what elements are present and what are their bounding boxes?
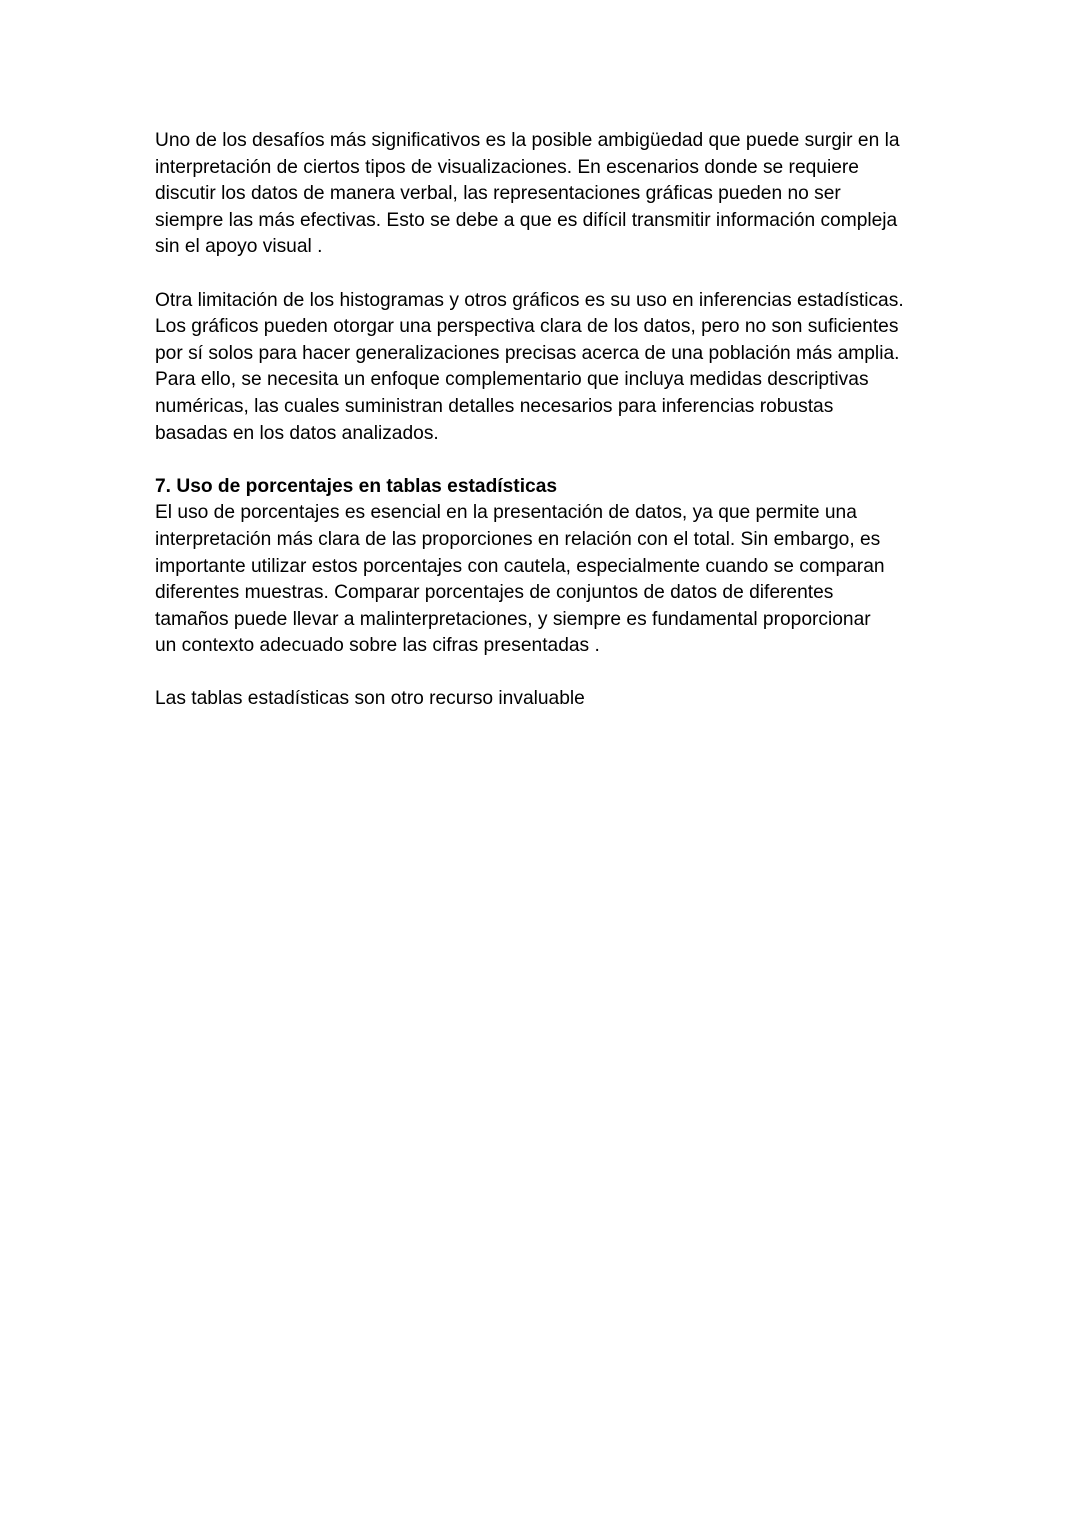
paragraph-line: interpretación más clara de las proporciones en relación con el total. Sin embargo, es [155, 528, 881, 550]
paragraph-percentages [155, 500, 935, 660]
paragraph-line: por sí solos para hacer generalizaciones precisas acerca de una población más amplia. [155, 342, 900, 364]
paragraph-line: Los gráficos pueden otorgar una perspectiva clara de los datos, pero no son suficientes [155, 316, 899, 338]
section-heading: 7. Uso de porcentajes en tablas estadísticas [155, 475, 558, 497]
paragraph-line: importante utilizar estos porcentajes con cautela, especialmente cuando se comparan [155, 555, 885, 577]
paragraph-line: tamaños puede llevar a malinterpretaciones, y siempre es fundamental proporcionar [155, 608, 871, 630]
paragraph-ambiguity [155, 128, 935, 261]
paragraph-spacer [155, 660, 935, 687]
paragraph-line: discutir los datos de manera verbal, las representaciones gráficas pueden no ser [155, 183, 841, 205]
paragraph-line: un contexto adecuado sobre las cifras presentadas . [155, 635, 600, 657]
paragraph-line: sin el apoyo visual . [155, 236, 323, 258]
paragraph-line: siempre las más efectivas. Esto se debe a que es difícil transmitir información compleja [155, 209, 898, 231]
paragraph-spacer [155, 261, 935, 288]
paragraph-line: Las tablas estadísticas son otro recurso invaluable [155, 688, 585, 710]
paragraph-tables [155, 686, 935, 713]
paragraph-line: basadas en los datos analizados. [155, 422, 439, 444]
paragraph-line: Otra limitación de los histogramas y otros gráficos es su uso en inferencias estadísticas. [155, 289, 904, 311]
paragraph-spacer [155, 447, 935, 474]
paragraph-line: numéricas, las cuales suministran detalles necesarios para inferencias robustas [155, 395, 834, 417]
paragraph-inference-limits [155, 288, 935, 448]
document-body [155, 128, 935, 713]
paragraph-line: interpretación de ciertos tipos de visualizaciones. En escenarios donde se requiere [155, 156, 859, 178]
paragraph-line: diferentes muestras. Comparar porcentajes de conjuntos de datos de diferentes [155, 582, 834, 604]
paragraph-line: Uno de los desafíos más significativos es la posible ambigüedad que puede surgir en la [155, 130, 900, 151]
paragraph-line: Para ello, se necesita un enfoque complementario que incluya medidas descriptivas [155, 369, 869, 391]
paragraph-line: El uso de porcentajes es esencial en la presentación de datos, ya que permite una [155, 502, 857, 524]
